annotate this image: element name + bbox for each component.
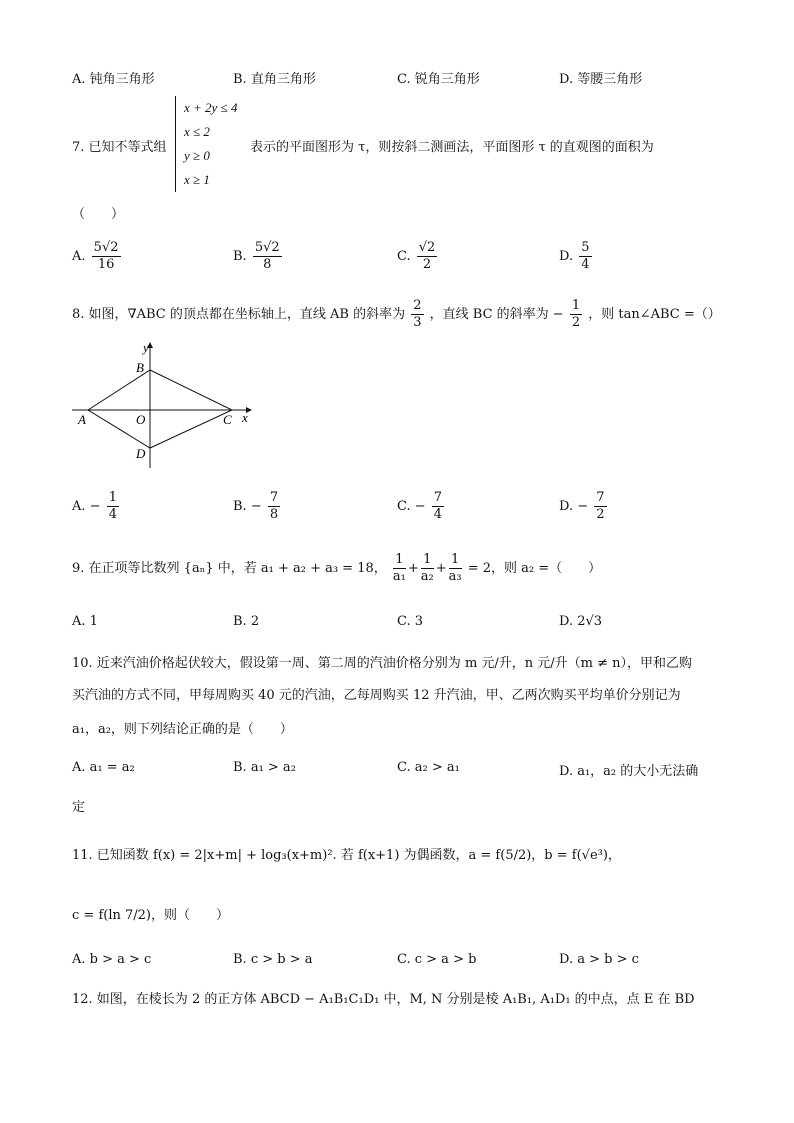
q6-option-c: C. 锐角三角形 xyxy=(397,72,480,87)
q10-option-a: A. a₁ = a₂ xyxy=(72,760,135,775)
q10-option-d: D. a₁，a₂ 的大小无法确 xyxy=(559,764,699,779)
q7-option-b: B. $\frac{5√2}{8}$ xyxy=(233,240,280,272)
q7-inequality-system xyxy=(175,96,237,192)
q7-ineq-1: x + 2y ≤ 4 xyxy=(184,100,238,115)
label-y: y xyxy=(143,340,149,355)
quadrilateral xyxy=(88,370,232,448)
q10-line-3: a₁，a₂，则下列结论正确的是（ ） xyxy=(72,722,293,737)
q10-line-1: 10. 近来汽油价格起伏较大，假设第一周、第二周的汽油价格分别为 m 元/升，n 元/升（m ≠ n），甲和乙购 xyxy=(72,656,693,671)
q8-stem: 8. 如图，∇ABC 的顶点都在坐标轴上，直线 AB 的斜率为 $\frac{2}{3}$ ，直线 BC 的斜率为 − $\frac{1}{2}$ ，则 tan∠ABC =（） xyxy=(72,298,721,330)
q8-option-a: A. − $\frac{1}{4}$ xyxy=(72,490,117,522)
q10-option-d-continued: 定 xyxy=(72,800,86,815)
q10-option-c: C. a₂ > a₁ xyxy=(397,760,460,775)
q11-line-1: 11. 已知函数 f(x) = 2|x+m| + log₃(x+m)². 若 f(x+1) 为偶函数，a = f(5/2)，b = f(√e³)， xyxy=(72,848,621,863)
q11-option-c: C. c > a > b xyxy=(397,952,477,967)
q7-ineq-3: y ≥ 0 xyxy=(184,148,210,163)
label-a: A xyxy=(78,412,86,427)
q8-option-c: C. − $\frac{7}{4}$ xyxy=(397,490,443,522)
q9-option-a: A. 1 xyxy=(72,614,98,629)
q9-option-d: D. 2√3 xyxy=(559,614,603,629)
q6-option-a: A. 钝角三角形 xyxy=(72,72,155,87)
q11-line-2: c = f(ln 7/2)，则（ ） xyxy=(72,908,229,923)
q9-option-c: C. 3 xyxy=(397,614,424,629)
q6-option-d: D. 等腰三角形 xyxy=(559,72,643,87)
q7-paren: （ ） xyxy=(72,207,125,222)
q10-line-2: 买汽油的方式不同，甲每周购买 40 元的汽油，乙每周购买 12 升汽油，甲、乙两次购买平均单价分别记为 xyxy=(72,688,681,703)
q7-ineq-4: x ≥ 1 xyxy=(184,172,210,187)
q6-option-b: B. 直角三角形 xyxy=(233,72,316,87)
label-b: B xyxy=(136,360,144,375)
q12-line-1: 12. 如图，在棱长为 2 的正方体 ABCD − A₁B₁C₁D₁ 中，M, N 分别是棱 A₁B₁, A₁D₁ 的中点，点 E 在 BD xyxy=(72,992,695,1007)
label-o: O xyxy=(136,412,146,427)
q7-ineq-2: x ≤ 2 xyxy=(184,124,210,139)
q7-option-c: C. $\frac{√2}{2}$ xyxy=(397,240,436,272)
q11-option-d: D. a > b > c xyxy=(559,952,639,967)
q7-text: 表示的平面图形为 τ，则按斜二测画法，平面图形 τ 的直观图的面积为 xyxy=(250,140,654,155)
q8-option-d: D. − $\frac{7}{2}$ xyxy=(559,490,605,522)
label-c: C xyxy=(223,412,232,427)
q9-option-b: B. 2 xyxy=(233,614,260,629)
label-x: x xyxy=(242,410,248,425)
label-d: D xyxy=(136,446,146,461)
q7-number: 7. 已知不等式组 xyxy=(72,140,167,155)
q7-option-d: D. $\frac{5}{4}$ xyxy=(559,240,590,272)
q11-option-b: B. c > b > a xyxy=(233,952,313,967)
q8-figure xyxy=(70,340,260,472)
q10-option-b: B. a₁ > a₂ xyxy=(233,760,296,775)
q9-stem: 9. 在正项等比数列 {aₙ} 中，若 a₁ + a₂ + a₃ = 18， $\frac{1}{\text{a₁}}$ + $\frac{1}{\text{a₂}}$ + $\frac{1}{\text{a₃}}$ = 2，则 a₂ =（ ） xyxy=(72,552,602,584)
q11-option-a: A. b > a > c xyxy=(72,952,152,967)
q8-option-b: B. − $\frac{7}{8}$ xyxy=(233,490,279,522)
q7-option-a: A. $\frac{5√2}{16}$ xyxy=(72,240,119,272)
